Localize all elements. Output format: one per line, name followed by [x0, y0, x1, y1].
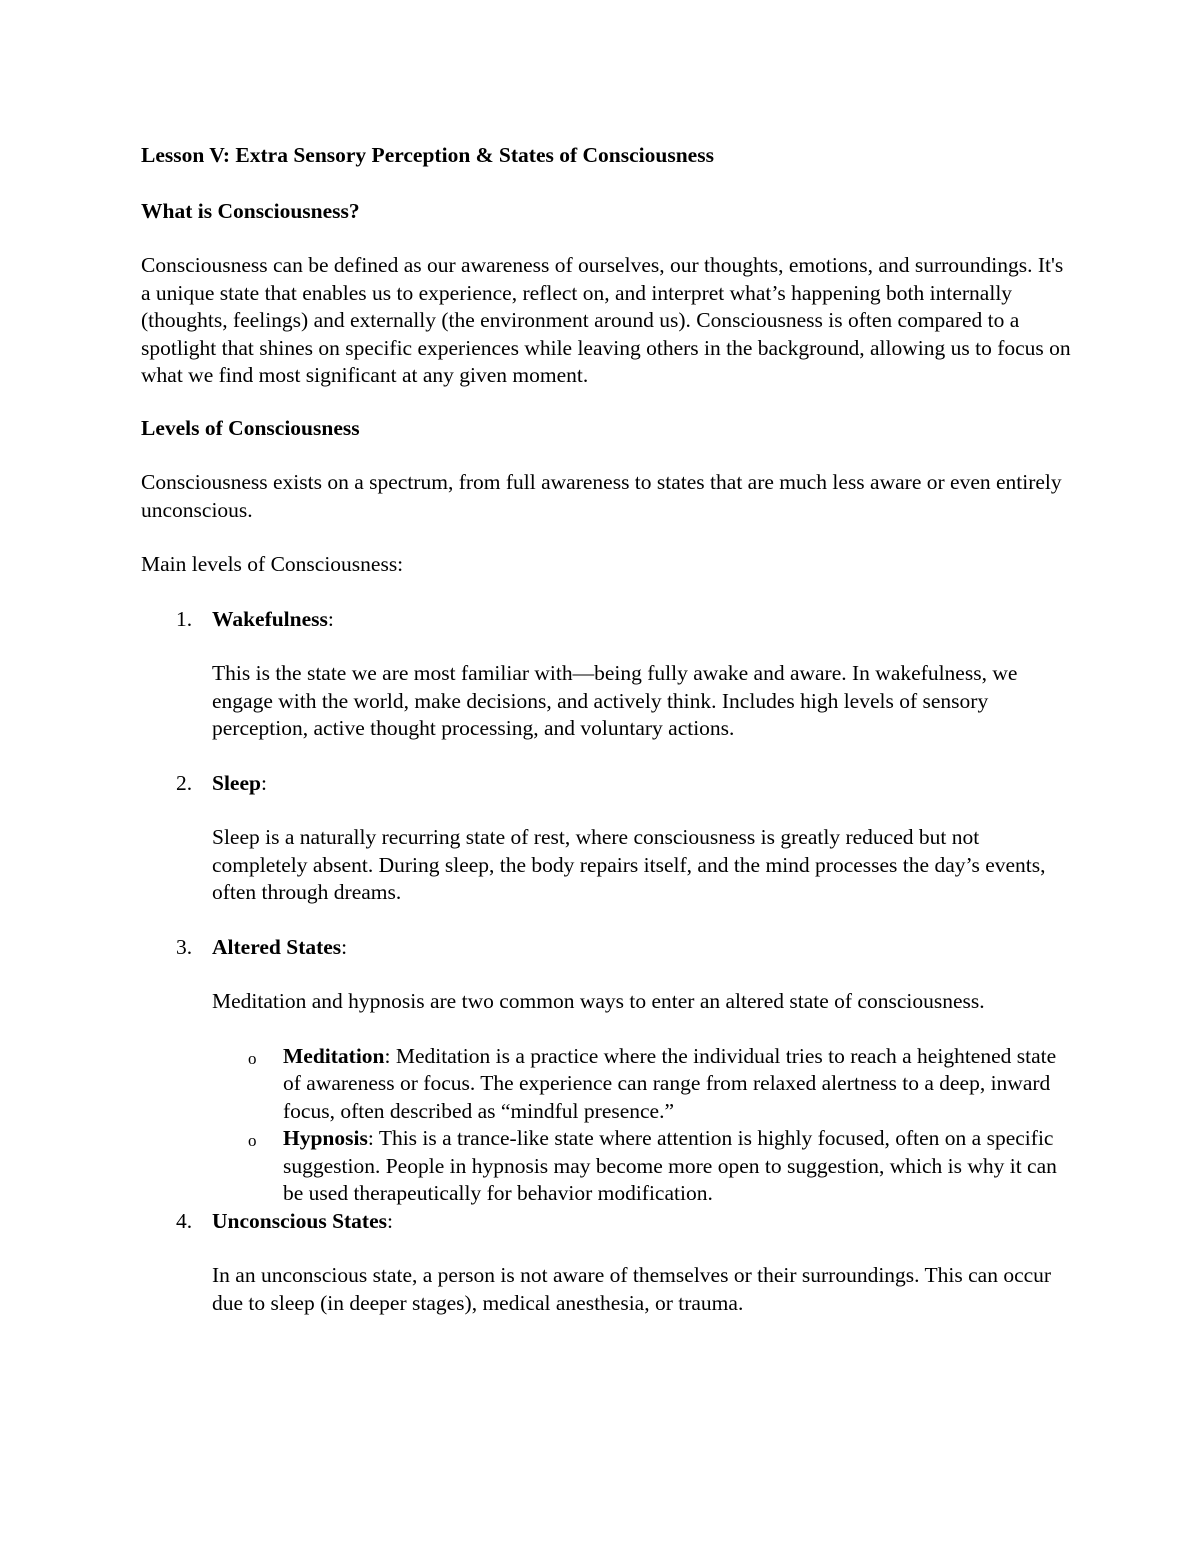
levels-intro: Main levels of Consciousness: [141, 552, 404, 576]
level-title: Wakefulness [212, 606, 328, 631]
level-colon: : [387, 1208, 393, 1233]
document-title: Lesson V: Extra Sensory Perception & States of Consciousness [141, 143, 714, 167]
bullet-icon: o [248, 1048, 257, 1068]
list-number: 1. [176, 606, 193, 631]
section-paragraph-definition: Consciousness can be defined as our awareness of ourselves, our thoughts, emotions, and surroundings. It's a unique state that enables us to experience, reflect on, and interpret what’s happening both internally (thoughts, feelings) and externally (the environment around us). Consciousness is often compared to a spotlight that shines on specific experiences while leaving others in the background, allowing us to focus on what we find most significant at any given moment. [141, 253, 1071, 387]
level-heading [212, 1208, 1071, 1236]
bullet-icon: o [248, 1131, 257, 1150]
level-heading [212, 934, 1071, 962]
list-number: 2. [176, 770, 193, 795]
section-heading-levels: Levels of Consciousness [141, 415, 360, 440]
level-body: In an unconscious state, a person is not aware of themselves or their surroundings. This can occur due to sleep (in deeper stages), medical anesthesia, or trauma. [212, 1263, 1052, 1315]
level-item-unconscious-states [141, 1208, 1071, 1318]
subitem-text: : Meditation is a practice where the individual tries to reach a heightened state of awareness or focus. The experience can range from relaxed alertness to a deep, inward focus, often described as “mindful presence.” [283, 1043, 1057, 1123]
level-heading [212, 770, 1071, 798]
level-colon: : [341, 934, 348, 959]
level-item-wakefulness [141, 606, 1071, 743]
level-colon: : [260, 770, 267, 795]
subitem-term: Meditation [283, 1043, 385, 1068]
level-body: Sleep is a naturally recurring state of rest, where consciousness is greatly reduced but not completely absent. During sleep, the body repairs itself, and the mind processes the day’s events, often through dreams. [212, 825, 1046, 904]
levels-list [141, 606, 1071, 1318]
level-title: Unconscious States [212, 1208, 388, 1233]
level-title: Sleep [212, 770, 261, 795]
subitem-meditation [212, 1043, 1071, 1126]
document-page [141, 142, 1071, 1317]
level-colon: : [327, 606, 334, 631]
section-paragraph-spectrum: Consciousness exists on a spectrum, from full awareness to states that are much less aware or even entirely unconscious. [141, 470, 1062, 522]
level-title: Altered States [212, 934, 342, 959]
subitem-term: Hypnosis [283, 1126, 368, 1150]
list-number: 3. [176, 934, 193, 959]
level-item-sleep [141, 770, 1071, 907]
list-number: 4. [176, 1208, 193, 1233]
level-body: This is the state we are most familiar with—being fully awake and aware. In wakefulness, we engage with the world, make decisions, and actively think. Includes high levels of sensory perception, active thought processing, and voluntary actions. [212, 661, 1018, 740]
level-item-altered-states [141, 934, 1071, 1208]
level-body: Meditation and hypnosis are two common ways to enter an altered state of consciousness. [212, 989, 985, 1013]
subitem-text: : This is a trance-like state where attention is highly focused, often on a specific suggestion. People in hypnosis may become more open to suggestion, which is why it can be used therapeutically for behavior modification. [283, 1126, 1057, 1205]
subitem-hypnosis [212, 1125, 1071, 1208]
level-heading [212, 606, 1071, 634]
section-heading-what-is-consciousness: What is Consciousness? [141, 198, 360, 223]
altered-states-sublist [212, 1043, 1071, 1208]
